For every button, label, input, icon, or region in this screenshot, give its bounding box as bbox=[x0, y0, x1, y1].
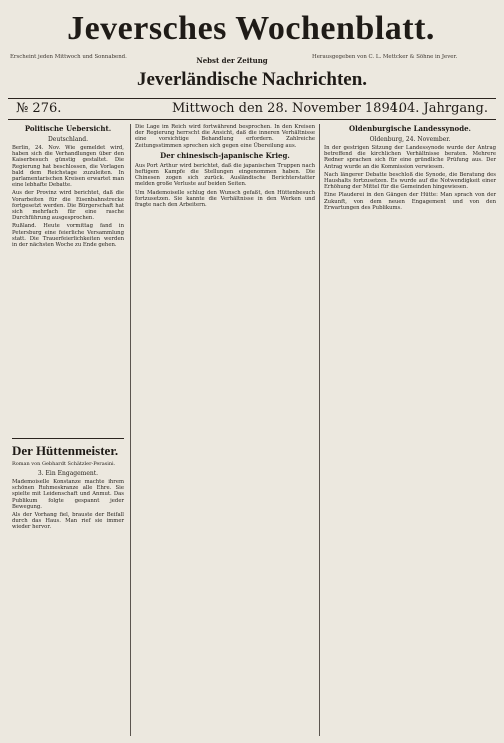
feuilleton-right-text: Eine Plauderei in den Gängen der Hütte: Man sprach von der Zukunft, von dem neuen Engagement und von den Erwartungen des Publikums. bbox=[324, 192, 496, 211]
issue-number: № 276. bbox=[16, 101, 62, 116]
middle-text: Die Lage im Reich wird fortwährend besprochen. In den Kreisen der Regierung herrscht die Ansicht, daß die inneren Verhältnisse eine vorsichtige Behandlung erfordern. Zahlreiche Zeitungsstimmen sprechen sich gegen eine Übereilung aus. bbox=[135, 124, 315, 149]
feuilleton-middle-text: Um Mademoiselle schlug den Wunsch gefaßt, den Hüttenbesuch fortzusetzen. Sie kannte die Verhältnisse in den Werken und fragte nach den Arbeitern. bbox=[135, 189, 315, 209]
feuilleton-section bbox=[12, 438, 124, 533]
right-column bbox=[324, 124, 496, 213]
masthead-title: Jeversches Wochenblatt. bbox=[67, 10, 435, 47]
feuilleton-text-2: Als der Vorhang fiel, brauste der Beifall durch das Haus. Man rief sie immer wieder hervor. bbox=[12, 512, 124, 531]
left-column bbox=[12, 124, 124, 250]
left-text-3: Rußland. Heute vormittag fand in Petersburg eine feierliche Versammlung statt. Die Trauerfeierlichkeiten werden in der nächsten Woche zu Ende gehen. bbox=[12, 223, 124, 249]
left-subheading: Deutschland. bbox=[47, 136, 89, 143]
subheader-center: Nebst der Zeitung bbox=[196, 56, 268, 65]
issue-bar bbox=[8, 98, 496, 120]
issue-date: Mittwoch den 28. November 1894. bbox=[172, 101, 403, 116]
subheader-right: Herausgegeben von C. L. Mettcker & Söhne in Jever. bbox=[312, 54, 458, 60]
left-text: Berlin, 24. Nov. Wie gemeldet wird, haben sich die Verhandlungen über den Kaiserbesuch günstig gestaltet. Die Regierung hat beschlossen, die Vorlagen bald dem Reichstage zuzuleiten. In parlamentarischen Kreisen erwartet man eine lebhafte Debatte. bbox=[12, 145, 124, 189]
issue-volume: 104. Jahrgang. bbox=[390, 101, 488, 116]
right-text: In der gestrigen Sitzung der Landessynode wurde der Antrag betreffend die kirchlichen Verhältnisse beraten. Mehrere Redner sprachen sich für eine gründliche Prüfung aus. Der Antrag wurde an die Kommission verwiesen. bbox=[324, 145, 496, 170]
middle-column bbox=[135, 124, 315, 210]
feuilleton-chapter: 3. Ein Engagement. bbox=[37, 470, 99, 477]
regional-title: Jeverländische Nachrichten. bbox=[136, 69, 368, 90]
middle-heading: Der chinesisch-japanische Krieg. bbox=[160, 150, 290, 160]
right-dateline: Oldenburg, 24. November. bbox=[369, 136, 451, 143]
left-heading: Politische Uebersicht. bbox=[24, 124, 112, 133]
left-text-2: Aus der Provinz wird berichtet, daß die Vorarbeiten für die Eisenbahnstrecke fortgesetzt werden. Die Bürgerschaft hat sich mehrfach für eine rasche Durchführung ausgesprochen. bbox=[12, 190, 124, 222]
right-text-2: Nach längerer Debatte beschloß die Synode, die Beratung des Haushalts fortzusetzen. Es wurde auf die Notwendigkeit einer Erhöhung der Mittel für die Gemeinden hingewiesen. bbox=[324, 171, 496, 191]
middle-text-2: Aus Port Arthur wird berichtet, daß die japanischen Truppen nach heftigem Kampfe die Stellungen eingenommen haben. Die Chinesen zogen sich zurück. Ausländische Berichterstatter melden große Verluste auf beiden Seiten. bbox=[135, 162, 315, 188]
feuilleton-title: Der Hüttenmeister. bbox=[12, 443, 119, 458]
column-divider-left bbox=[130, 124, 131, 736]
subheader-left: Erscheint jeden Mittwoch und Sonnabend. bbox=[10, 54, 127, 60]
column-divider-right bbox=[319, 124, 320, 736]
right-heading: Oldenburgische Landessynode. bbox=[349, 124, 471, 133]
feuilleton-note: Roman von Gebhardt Schätzler-Perasini. bbox=[12, 461, 116, 467]
feuilleton-text: Mademoiselle Konstanze machte ihrem schönen Ruhmeskranze alle Ehre. Sie spielte mit Leidenschaft und Anmut. Das Publikum folgte gespannt jeder Bewegung. bbox=[12, 479, 124, 510]
